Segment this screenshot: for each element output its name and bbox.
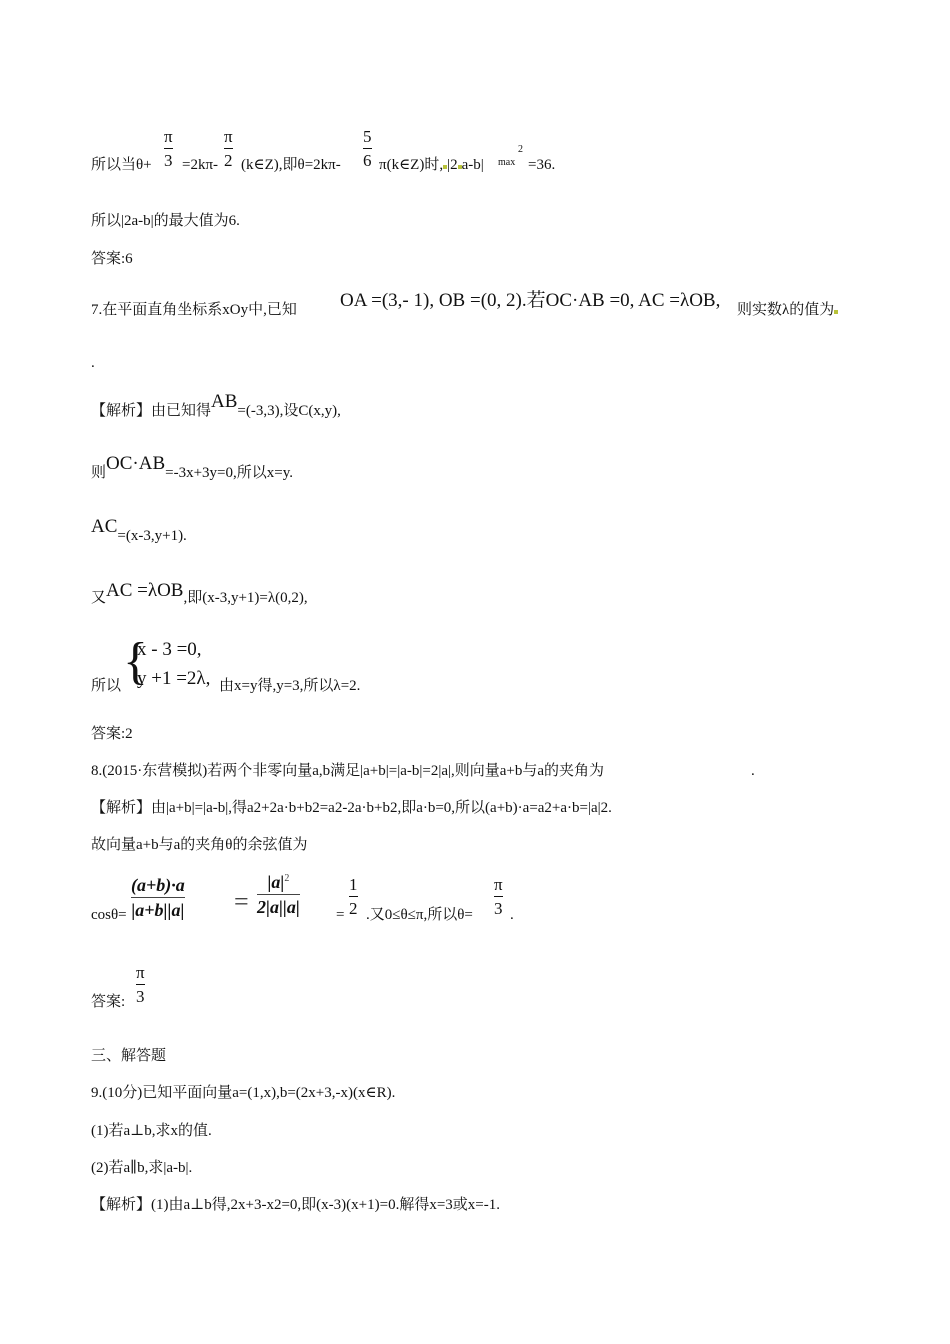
question-7-prefix: 7.在平面直角坐标系xOy中,已知 <box>91 302 297 318</box>
fraction-denominator: 6 <box>363 151 372 170</box>
superscript-2: 2 <box>518 144 523 155</box>
fraction-pi-over-3 <box>494 876 503 917</box>
vector-equation: AC =λOB <box>106 580 184 601</box>
line1-mid3 <box>379 158 484 173</box>
subscript-max: max <box>498 157 516 168</box>
answer-8-prefix: 答案: <box>91 994 126 1010</box>
solution-7-line-4-pre: 又 <box>91 590 107 606</box>
cos-prefix: cosθ= <box>91 907 127 923</box>
vector-oc-dot-ab: OC·AB <box>106 453 166 474</box>
solution-7-line-4 <box>91 580 308 606</box>
cos-equals: = <box>336 907 345 923</box>
fraction-image-2-numerator: |a| <box>267 872 285 892</box>
fraction-denominator: 3 <box>494 899 503 918</box>
line1-prefix: 所以当θ+ <box>91 157 152 173</box>
question-8-dot: . <box>751 763 755 779</box>
solution-7-line-4-rest: ,即(x-3,y+1)=λ(0,2), <box>183 590 308 606</box>
line1-abs-rest: a-b| <box>461 157 484 173</box>
question-8: 8.(2015·东营模拟)若两个非零向量a,b满足|a+b|=|a-b|=2|a|,则向量a+b与a的夹角为 <box>91 763 605 779</box>
fraction-denominator: 2 <box>224 151 233 170</box>
solution-7-line-3 <box>91 516 187 544</box>
equation-1: x - 3 =0, <box>137 639 202 660</box>
fraction-numerator: π <box>494 875 503 894</box>
fraction-numerator: π <box>164 127 173 146</box>
line1-mid2: (k∈Z),即θ=2kπ- <box>241 157 341 173</box>
solution-9-line-1: 【解析】(1)由a⊥b得,2x+3-x2=0,即(x-3)(x+1)=0.解得x=3或x=-1. <box>91 1197 500 1213</box>
fraction-image-2 <box>257 873 300 916</box>
solution-8-line-1: 【解析】由|a+b|=|a-b|,得a2+2a·b+b2=a2-2a·b+b2,即a·b=0,所以(a+b)·a=a2+a·b=|a|2. <box>91 800 612 816</box>
left-brace: { <box>123 633 148 690</box>
fraction-denominator: 3 <box>164 151 173 170</box>
vector-ab: AB <box>211 391 238 412</box>
question-7-suffix <box>737 303 838 318</box>
fraction-pi-over-3 <box>136 964 145 1005</box>
fraction-image-1 <box>131 876 185 919</box>
fraction-pi-over-3 <box>164 128 173 169</box>
line1-mid3-text: π(k∈Z)时, <box>379 157 444 173</box>
line1-end: =36. <box>528 157 556 173</box>
question-9-part-1: (1)若a⊥b,求x的值. <box>91 1123 212 1139</box>
answer-6: 答案:6 <box>91 251 133 267</box>
question-7-formula: OA =(3,- 1), OB =(0, 2).若OC·AB =0, AC =λOB, <box>340 290 721 311</box>
blank-dot: . <box>91 355 95 371</box>
fraction-numerator: π <box>224 127 233 146</box>
question-7-suffix-text: 则实数λ的值为 <box>737 302 835 318</box>
solution-7-line-5-rest: 由x=y得,y=3,所以λ=2. <box>219 678 361 694</box>
line1-mid1: =2kπ- <box>182 157 219 173</box>
superscript-2: 2 <box>284 873 290 884</box>
text-line-1 <box>91 158 152 173</box>
fraction-image-1-numerator: (a+b)·a <box>131 875 185 895</box>
question-9-part-2: (2)若a∥b,求|a-b|. <box>91 1160 193 1176</box>
section-3-heading: 三、解答题 <box>91 1048 167 1064</box>
fraction-pi-over-2 <box>224 128 233 169</box>
vector-ac: AC <box>91 516 118 537</box>
text-line-max-value: 所以|2a-b|的最大值为6. <box>91 213 240 229</box>
fraction-image-1-denominator: |a+b||a| <box>131 900 185 920</box>
fraction-numerator: π <box>136 963 145 982</box>
answer-2: 答案:2 <box>91 726 133 742</box>
fraction-denominator: 3 <box>136 987 145 1006</box>
solution-7-line-2-pre: 则 <box>91 465 107 481</box>
fraction-image-2-denominator: 2|a||a| <box>257 897 300 917</box>
solution-7-line-3-rest: =(x-3,y+1). <box>117 528 187 544</box>
solution-7-line-2-rest: =-3x+3y=0,所以x=y. <box>165 465 293 481</box>
fraction-1-over-2 <box>349 876 358 917</box>
equation-2: y +1 =2λ, <box>137 668 211 689</box>
solution-7-line-1-rest: =(-3,3),设C(x,y), <box>237 403 341 419</box>
solution-label: 【解析】由已知得 <box>91 403 212 419</box>
question-9: 9.(10分)已知平面向量a=(1,x),b=(2x+3,-x)(x∈R). <box>91 1085 396 1101</box>
highlight-mark <box>834 310 838 314</box>
fraction-denominator: 2 <box>349 899 358 918</box>
solution-8-line-2: 故向量a+b与a的夹角θ的余弦值为 <box>91 837 308 853</box>
solution-7-line-1 <box>91 391 341 419</box>
cos-mid: .又0≤θ≤π,所以θ= <box>366 907 473 923</box>
fraction-5-over-6 <box>363 128 372 169</box>
solution-7-line-5-pre: 所以 <box>91 678 122 694</box>
line1-abs-open: |2 <box>447 157 458 173</box>
cos-end: . <box>510 907 514 923</box>
solution-7-line-2 <box>91 453 293 481</box>
equals-image: = <box>234 887 249 916</box>
fraction-numerator: 1 <box>349 875 358 894</box>
fraction-numerator: 5 <box>363 127 372 146</box>
